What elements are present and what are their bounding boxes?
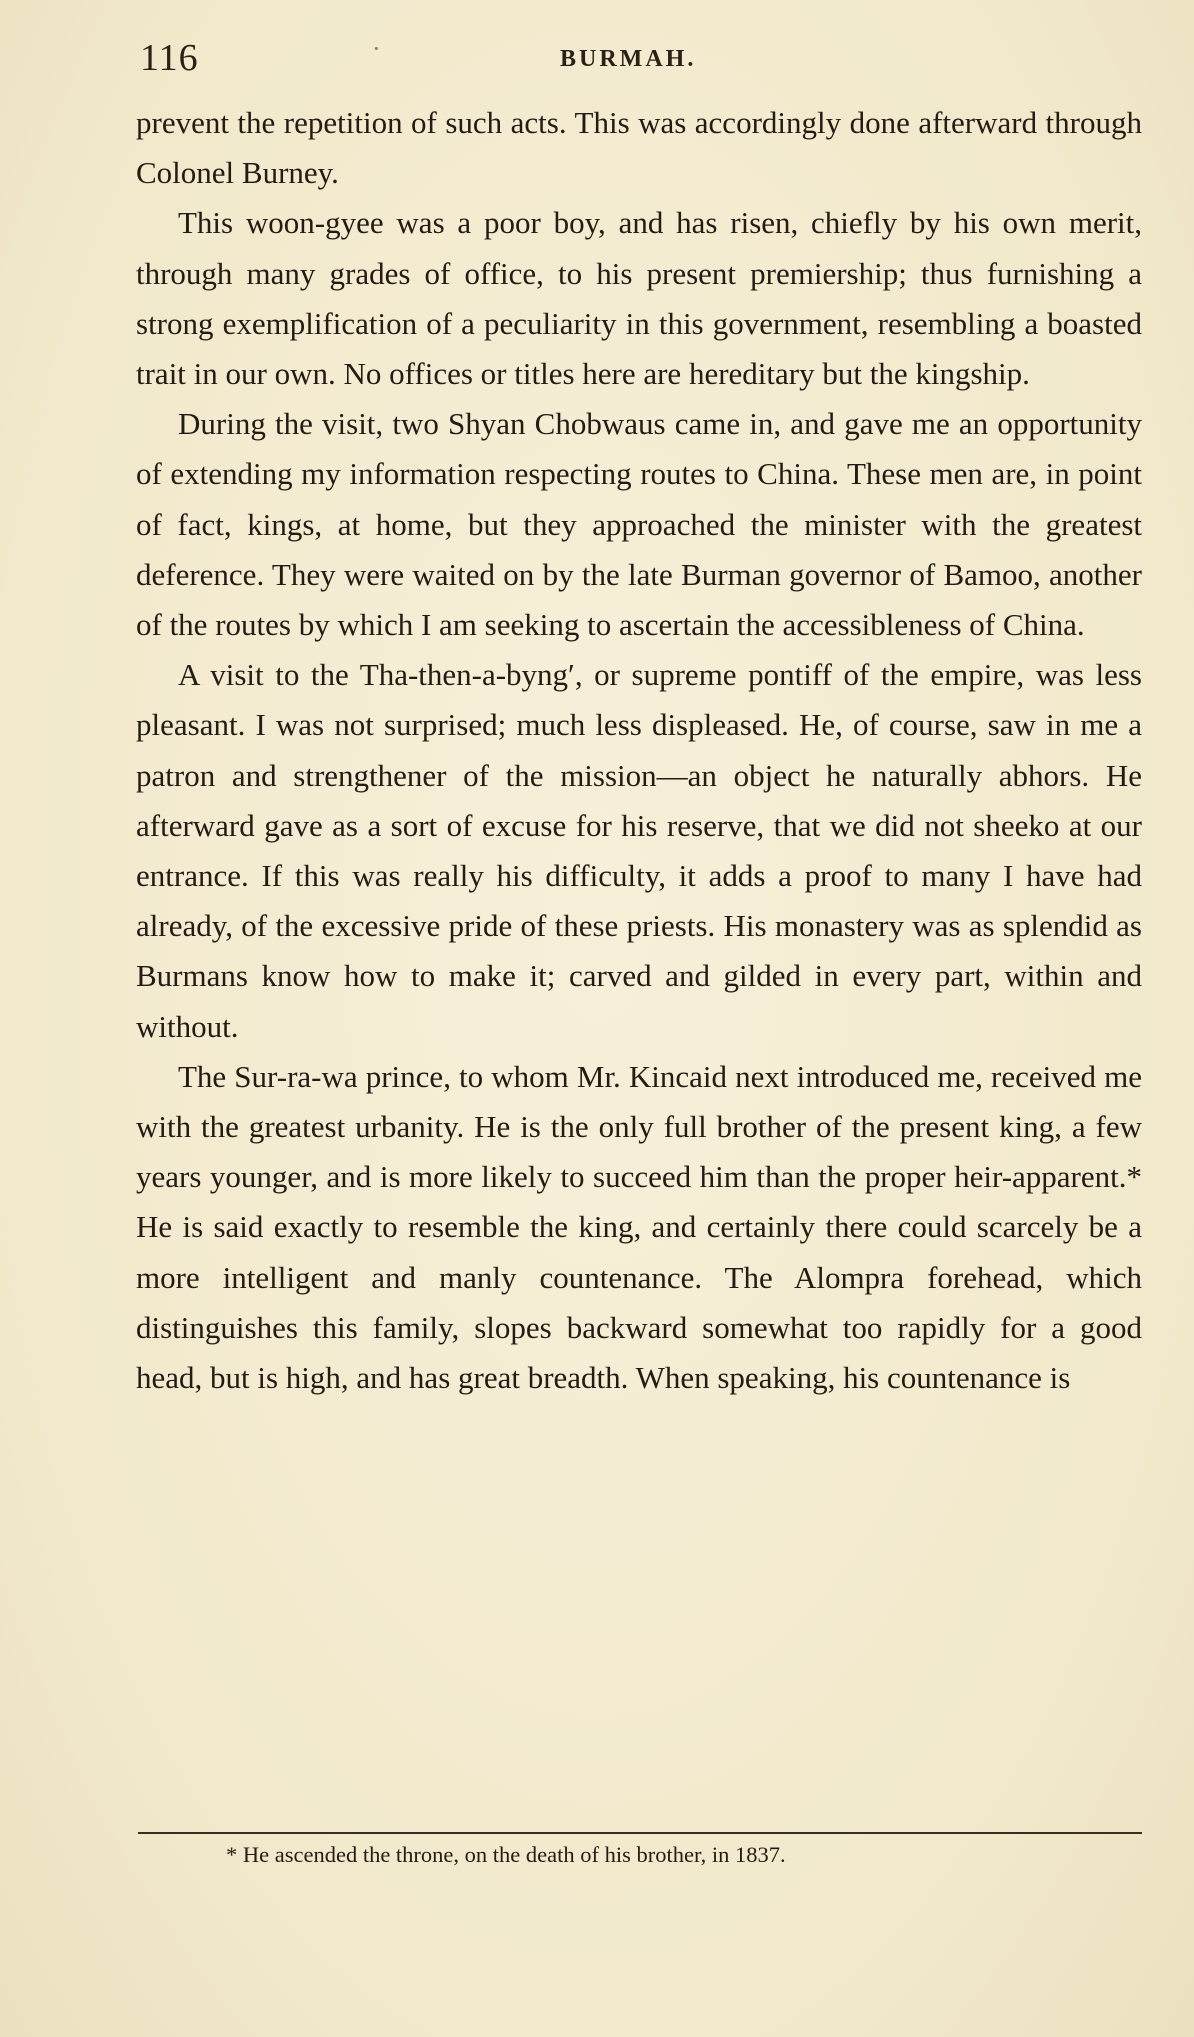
page-number: 116 <box>140 37 199 79</box>
body-text <box>136 98 1142 1403</box>
running-head: BURMAH. <box>560 46 697 72</box>
paragraph-shyan-chobwaus: During the visit, two Shyan Chobwaus came in, and gave me an opportunity of extending my information respecting routes to China. These men are, in point of fact, kings, at home, but they approached the minister with the greatest deference. They were waited on by the late Burman governor of Bamoo, another of the routes by which I am seeking to ascertain the accessibleness of China. <box>136 406 1142 643</box>
footnote-divider <box>138 1832 1142 1834</box>
paragraph-continued: prevent the repetition of such acts. This was accordingly done afterward through Colonel Burney. <box>136 105 1142 191</box>
paragraph-pontiff-visit: A visit to the Tha-then-a-byng′, or supreme pontiff of the empire, was less pleasant. I was not surprised; much less displeased. He, of course, saw in me a patron and strengthener of the mission—an object he naturally abhors. He afterward gave as a sort of excuse for his reserve, that we did not sheeko at our entrance. If this was really his difficulty, it adds a proof to many I have had already, of the excessive pride of these priests. His monastery was as splendid as Burmans know how to make it; carved and gilded in every part, within and without. <box>136 657 1142 1044</box>
paragraph-woon-gyee: This woon-gyee was a poor boy, and has risen, chiefly by his own merit, through many grades of office, to his present premiership; thus furnishing a strong exemplification of a peculiarity in this government, resembling a boasted trait in our own. No offices or titles here are hereditary but the kingship. <box>136 205 1142 392</box>
paragraph-surrawa-prince: The Sur-ra-wa prince, to whom Mr. Kincaid next introduced me, received me with the greatest urbanity. He is the only full brother of the present king, a few years younger, and is more likely to succeed him than the proper heir-apparent.* He is said exactly to resemble the king, and certainly there could scarcely be a more intelligent and manly countenance. The Alompra forehead, which distinguishes this family, slopes backward somewhat too rapidly for a good head, but is high, and has great breadth. When speaking, his countenance is <box>136 1058 1142 1396</box>
footnote: * He ascended the throne, on the death of his brother, in 1837. <box>226 1842 786 1867</box>
ink-speck: · <box>372 34 381 63</box>
page-header <box>140 28 1140 78</box>
